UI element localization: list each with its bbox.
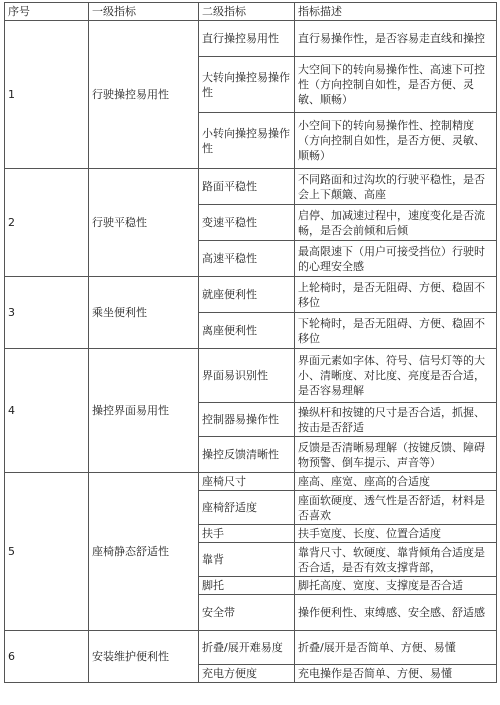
indicator-description: 界面元素如字体、符号、信号灯等的大小、清晰度、对比度、亮度是否合适，是否容易理解 — [295, 349, 497, 403]
secondary-indicator: 脚托 — [199, 577, 295, 595]
header-index: 序号 — [5, 3, 89, 21]
secondary-indicator: 充电方便度 — [199, 665, 295, 683]
table-row — [5, 349, 497, 403]
secondary-indicator: 大转向操控易操作性 — [199, 57, 295, 113]
secondary-indicator: 安全带 — [199, 595, 295, 631]
table-body — [5, 21, 497, 683]
primary-indicator: 乘坐便利性 — [89, 277, 199, 349]
indicator-description: 小空间下的转向易操作性、控制精度（方向控制自如性，是否方便、灵敏、顺畅） — [295, 113, 497, 169]
secondary-indicator: 界面易识别性 — [199, 349, 295, 403]
secondary-indicator: 直行操控易用性 — [199, 21, 295, 57]
primary-indicator: 座椅静态舒适性 — [89, 473, 199, 631]
secondary-indicator: 高速平稳性 — [199, 241, 295, 277]
indicator-description: 启停、加减速过程中，速度变化是否流畅，是否会前倾和后倾 — [295, 205, 497, 241]
table-row — [5, 631, 497, 665]
primary-indicator: 操控界面易用性 — [89, 349, 199, 473]
row-index: 5 — [5, 473, 89, 631]
indicator-table — [4, 2, 497, 683]
secondary-indicator: 扶手 — [199, 525, 295, 543]
indicator-description: 座面软硬度、透气性是否舒适，材料是否喜欢 — [295, 491, 497, 525]
indicator-description: 座高、座宽、座高的合适度 — [295, 473, 497, 491]
indicator-description: 操纵杆和按键的尺寸是否合适，抓握、按击是否舒适 — [295, 403, 497, 437]
table-row — [5, 277, 497, 313]
secondary-indicator: 座椅舒适度 — [199, 491, 295, 525]
secondary-indicator: 路面平稳性 — [199, 169, 295, 205]
table-row — [5, 169, 497, 205]
table-row — [5, 21, 497, 57]
indicator-description: 上轮椅时，是否无阻碍、方便、稳固不移位 — [295, 277, 497, 313]
indicator-description: 扶手宽度、长度、位置合适度 — [295, 525, 497, 543]
primary-indicator: 行驶平稳性 — [89, 169, 199, 277]
row-index: 6 — [5, 631, 89, 683]
primary-indicator: 行驶操控易用性 — [89, 21, 199, 169]
indicator-description: 下轮椅时，是否无阻碍、方便、稳固不移位 — [295, 313, 497, 349]
indicator-description: 直行易操作性，是否容易走直线和操控 — [295, 21, 497, 57]
indicator-description: 折叠/展开是否简单、方便、易懂 — [295, 631, 497, 665]
secondary-indicator: 操控反馈清晰性 — [199, 437, 295, 473]
secondary-indicator: 小转向操控易操作性 — [199, 113, 295, 169]
indicator-description: 最高限速下（用户可接受挡位）行驶时的心理安全感 — [295, 241, 497, 277]
primary-indicator: 安装维护便利性 — [89, 631, 199, 683]
indicator-description: 大空间下的转向易操作性、高速下可控性（方向控制自如性，是否方便、灵敏、顺畅） — [295, 57, 497, 113]
secondary-indicator: 折叠/展开难易度 — [199, 631, 295, 665]
indicator-description: 不同路面和过沟坎的行驶平稳性，是否会上下颠簸、高座 — [295, 169, 497, 205]
secondary-indicator: 靠背 — [199, 543, 295, 577]
indicator-description: 脚托高度、宽度、支撑度是否合适 — [295, 577, 497, 595]
row-index: 2 — [5, 169, 89, 277]
secondary-indicator: 就座便利性 — [199, 277, 295, 313]
header-secondary: 二级指标 — [199, 3, 295, 21]
row-index: 1 — [5, 21, 89, 169]
indicator-table-container — [4, 2, 496, 683]
indicator-description: 反馈是否清晰易理解（按键反馈、障碍物预警、倒车提示、声音等） — [295, 437, 497, 473]
header-row — [5, 3, 497, 21]
table-row — [5, 473, 497, 491]
indicator-description: 靠背尺寸、软硬度、靠背倾角合适度是否合适，是否有效支撑背部， — [295, 543, 497, 577]
header-primary: 一级指标 — [89, 3, 199, 21]
secondary-indicator: 控制器易操作性 — [199, 403, 295, 437]
header-description: 指标描述 — [295, 3, 497, 21]
secondary-indicator: 离座便利性 — [199, 313, 295, 349]
indicator-description: 操作便利性、束缚感、安全感、舒适感 — [295, 595, 497, 631]
indicator-description: 充电操作是否简单、方便、易懂 — [295, 665, 497, 683]
secondary-indicator: 座椅尺寸 — [199, 473, 295, 491]
row-index: 3 — [5, 277, 89, 349]
secondary-indicator: 变速平稳性 — [199, 205, 295, 241]
row-index: 4 — [5, 349, 89, 473]
